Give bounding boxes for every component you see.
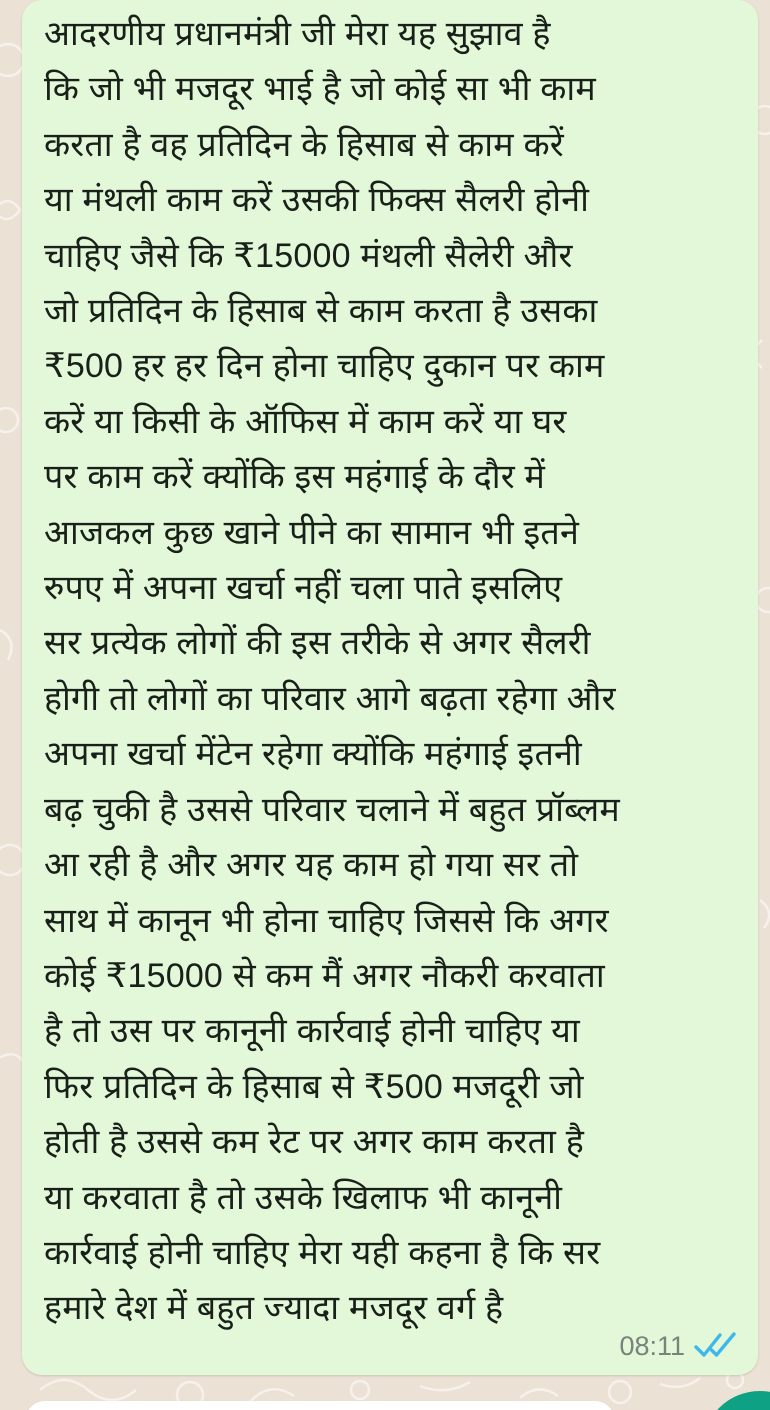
- message-line: साथ में कानून भी होना चाहिए जिससे कि अगर: [44, 901, 609, 940]
- message-line: होती है उससे कम रेट पर अगर काम करता है: [44, 1123, 584, 1162]
- message-line: पर काम करें क्योंकि इस महंगाई के दौर में: [44, 458, 546, 497]
- message-line: है तो उस पर कानूनी कार्रवाई होनी चाहिए या: [44, 1012, 580, 1051]
- green-circle-button[interactable]: [702, 1391, 770, 1410]
- message-line: रुपए में अपना खर्चा नहीं चला पाते इसलिए: [44, 569, 563, 608]
- message-line: करता है वह प्रतिदिन के हिसाब से काम करें: [44, 125, 564, 164]
- incoming-message-bubble-partial[interactable]: [25, 1401, 615, 1410]
- message-line: बढ़ चुकी है उससे परिवार चलाने में बहुत प्रॉब्लम: [44, 790, 620, 829]
- message-text: [44, 7, 740, 1337]
- message-line: करें या किसी के ऑफिस में काम करें या घर: [44, 402, 567, 441]
- message-line: या मंथली काम करें उसकी फिक्स सैलरी होनी: [44, 181, 590, 220]
- message-line: जो प्रतिदिन के हिसाब से काम करता है उसका: [44, 292, 598, 331]
- message-line: कि जो भी मजदूर भाई है जो कोई सा भी काम: [44, 70, 596, 109]
- message-timestamp: 08:11: [619, 1330, 685, 1361]
- message-line: चाहिए जैसे कि ₹15000 मंथली सैलेरी और: [44, 236, 573, 275]
- double-check-read-icon: [694, 1331, 738, 1361]
- outgoing-message-bubble[interactable]: [22, 0, 758, 1375]
- message-line: कार्रवाई होनी चाहिए मेरा यही कहना है कि सर: [44, 1233, 601, 1272]
- message-line: आ रही है और अगर यह काम हो गया सर तो: [44, 846, 579, 885]
- message-line: हमारे देश में बहुत ज्यादा मजदूर वर्ग है: [44, 1289, 504, 1328]
- message-line: आदरणीय प्रधानमंत्री जी मेरा यह सुझाव है: [44, 15, 551, 53]
- message-line: आजकल कुछ खाने पीने का सामान भी इतने: [44, 513, 580, 552]
- message-line: कोई ₹15000 से कम मैं अगर नौकरी करवाता: [44, 956, 605, 995]
- message-line: अपना खर्चा मेंटेन रहेगा क्योंकि महंगाई इतनी: [44, 735, 582, 774]
- message-line: होगी तो लोगों का परिवार आगे बढ़ता रहेगा और: [44, 679, 616, 718]
- message-line: या करवाता है तो उसके खिलाफ भी कानूनी: [44, 1178, 563, 1217]
- message-line: ₹500 हर हर दिन होना चाहिए दुकान पर काम: [44, 347, 605, 386]
- message-meta: [619, 1331, 738, 1361]
- message-line: सर प्रत्येक लोगों की इस तरीके से अगर सैलरी: [44, 624, 591, 663]
- message-line: फिर प्रतिदिन के हिसाब से ₹500 मजदूरी जो: [44, 1067, 584, 1106]
